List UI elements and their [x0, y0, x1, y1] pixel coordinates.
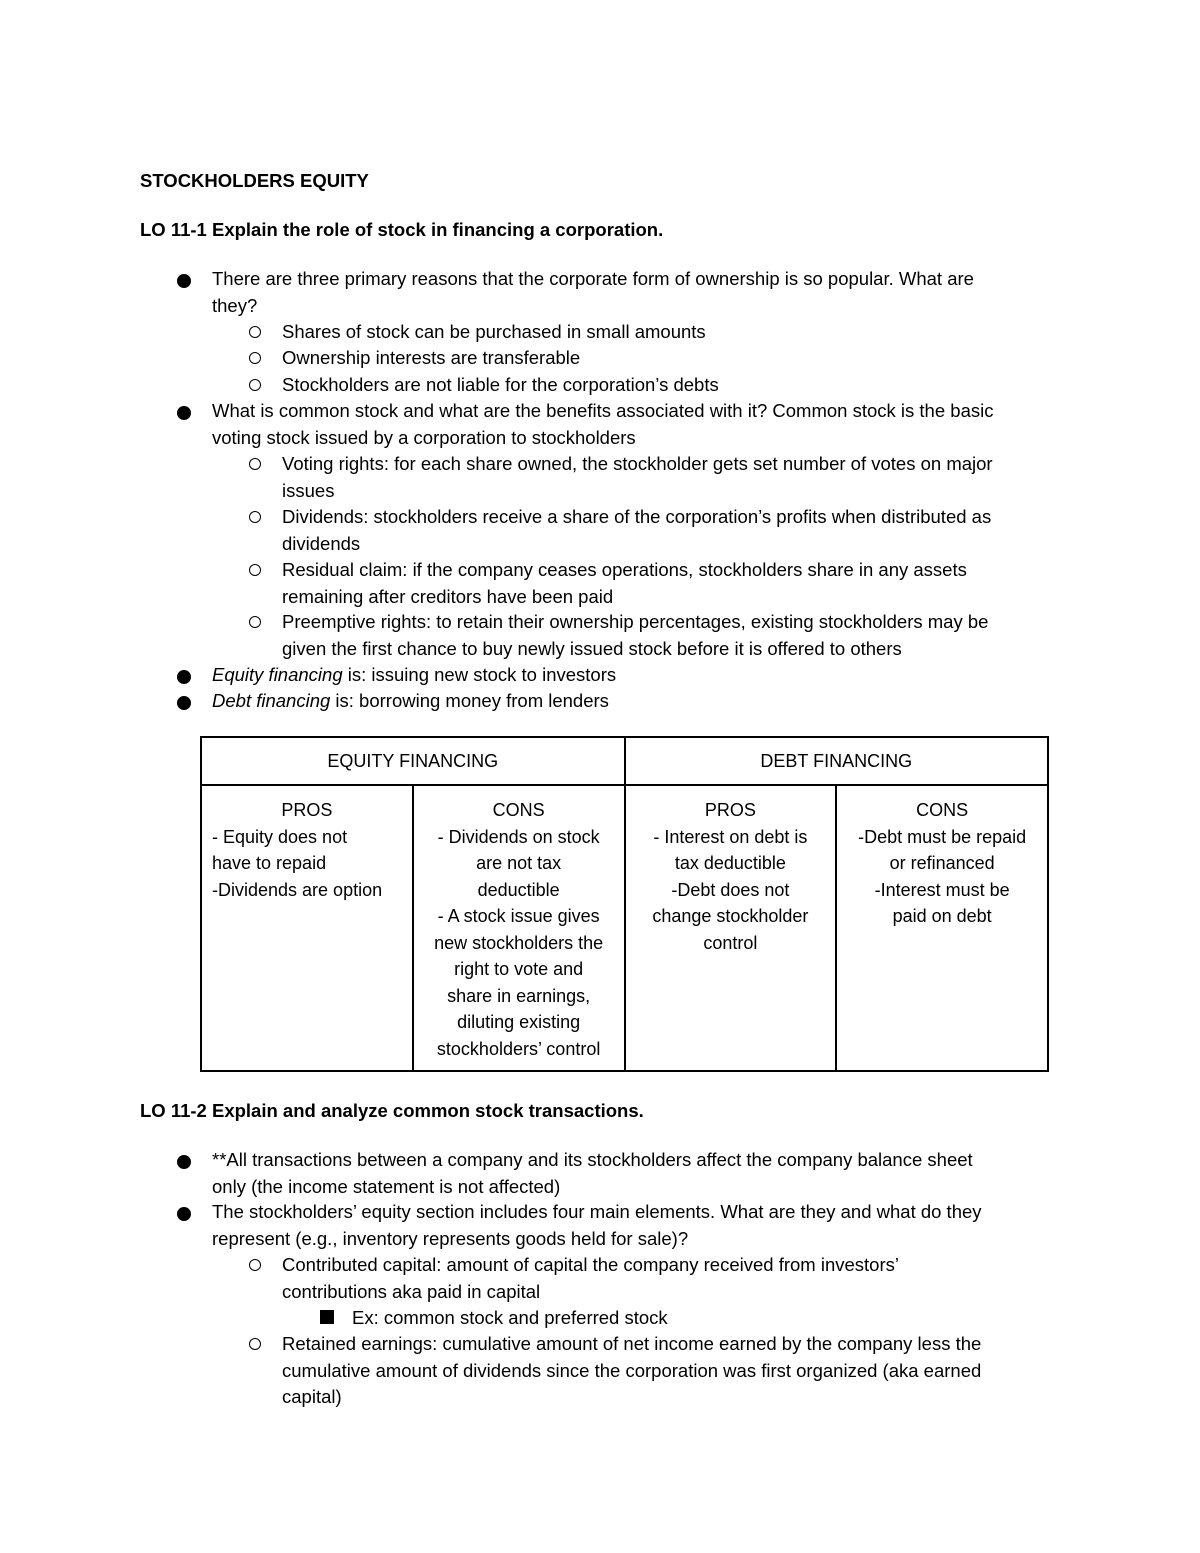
cell-line: PROS: [704, 800, 756, 820]
bullet-filled: [177, 696, 191, 710]
text-line: issues: [282, 479, 335, 501]
term-equity-financing: Equity financing: [212, 664, 343, 685]
bullet-hollow: [249, 564, 261, 576]
text-line: Retained earnings: cumulative amount of net income earned by the company less the: [282, 1333, 982, 1354]
bullet-hollow: [249, 616, 261, 628]
text-line: Dividends: stockholders receive a share of the corporation’s profits when distributed as: [282, 506, 992, 527]
text-line: cumulative amount of dividends since the corporation was first organized (aka earned: [282, 1359, 982, 1381]
retained-earnings-item: [282, 1331, 1062, 1411]
cell-line: - Equity does not: [212, 826, 348, 847]
cell-line: tax deductible: [674, 853, 786, 873]
bullet-square: [320, 1310, 334, 1324]
cell-line: stockholders’ control: [436, 1038, 601, 1059]
cell-line: control: [703, 932, 758, 953]
benefit-dividends: [282, 504, 1062, 557]
text-line: What is common stock and what are the benefits associated with it? Common stock is the basic: [212, 400, 994, 421]
cell-line: CONS: [916, 800, 969, 820]
lo-11-2-heading: LO 11-2 Explain and analyze common stock transactions.: [140, 1100, 644, 1121]
text-line: contributions aka paid in capital: [282, 1280, 541, 1302]
debt-pros-cell: [625, 785, 837, 1071]
text-line: The stockholders’ equity section includes four main elements. What are they and what do they: [212, 1201, 982, 1222]
transactions-note: [212, 1147, 1062, 1200]
cell-content: [202, 786, 412, 903]
contributed-capital-item: [282, 1252, 1062, 1305]
debt-financing-definition: [212, 688, 1062, 715]
cell-line: -Debt does not: [671, 879, 790, 900]
definition-text: is: issuing new stock to investors: [342, 664, 617, 685]
cell-content: [414, 786, 624, 1062]
bullet-filled: [177, 274, 191, 288]
cell-line: are not tax: [476, 853, 562, 873]
bullet-hollow: [249, 379, 261, 391]
text-line: only (the income statement is not affected): [212, 1175, 561, 1197]
cell-line: - Dividends on stock: [437, 826, 600, 847]
bullet-hollow: [249, 352, 261, 364]
cell-content: [626, 786, 836, 956]
contributed-capital-example: Ex: common stock and preferred stock: [352, 1307, 668, 1328]
text-line: capital): [282, 1386, 342, 1407]
debt-cons-cell: [836, 785, 1048, 1071]
cell-line: right to vote and: [454, 959, 584, 979]
bullet-hollow: [249, 326, 261, 338]
equity-pros-cell: [201, 785, 413, 1071]
reason-item: Shares of stock can be purchased in small amounts: [282, 321, 706, 342]
equity-elements-question: [212, 1199, 1062, 1252]
reason-item: Ownership interests are transferable: [282, 347, 581, 368]
text-line: Contributed capital: amount of capital the company received from investors’: [282, 1254, 899, 1275]
header-equity-financing: EQUITY FINANCING: [201, 737, 625, 785]
bullet-filled: [177, 1155, 191, 1169]
text-line: Residual claim: if the company ceases operations, stockholders share in any assets: [282, 559, 967, 580]
cell-content: [837, 786, 1047, 930]
header-debt-financing: DEBT FINANCING: [625, 737, 1049, 785]
cell-line: share in earnings,: [447, 985, 591, 1006]
cell-line: - A stock issue gives: [437, 906, 600, 926]
bullet-filled: [177, 406, 191, 420]
cell-line: CONS: [492, 800, 545, 820]
bullet-filled: [177, 670, 191, 684]
text-line: represent (e.g., inventory represents goods held for sale)?: [212, 1227, 689, 1249]
benefit-preemptive-rights: [282, 609, 1062, 662]
bullet-hollow: [249, 511, 261, 523]
q1-text: [212, 266, 1062, 319]
cell-line: -Debt must be repaid: [858, 826, 1027, 847]
lo-11-1-heading: LO 11-1 Explain the role of stock in financing a corporation.: [140, 219, 664, 240]
benefit-residual-claim: [282, 557, 1062, 610]
cell-line: - Interest on debt is: [653, 826, 808, 847]
definition-text: is: borrowing money from lenders: [330, 690, 609, 711]
text-line: given the first chance to buy newly issued stock before it is offered to others: [282, 637, 902, 659]
text-line: Voting rights: for each share owned, the stockholder gets set number of votes on major: [282, 453, 993, 474]
equity-financing-definition: [212, 662, 1062, 689]
reason-item: Stockholders are not liable for the corporation’s debts: [282, 374, 719, 395]
bullet-hollow: [249, 1338, 261, 1350]
cell-line: paid on debt: [892, 906, 992, 926]
cell-line: PROS: [281, 800, 333, 820]
bullet-filled: [177, 1207, 191, 1221]
text-line: remaining after creditors have been paid: [282, 585, 614, 607]
cell-line: -Interest must be: [874, 879, 1010, 900]
text-line: **All transactions between a company and its stockholders affect the company balance sheet: [212, 1149, 973, 1170]
text-line: voting stock issued by a corporation to stockholders: [212, 426, 636, 448]
cell-line: diluting existing: [457, 1012, 581, 1032]
cell-line: or refinanced: [889, 853, 995, 873]
q2-text: [212, 398, 1062, 451]
document-title: STOCKHOLDERS EQUITY: [140, 170, 369, 191]
bullet-hollow: [249, 1259, 261, 1271]
equity-cons-cell: [413, 785, 625, 1071]
cell-line: -Dividends are option: [212, 879, 383, 900]
cell-line: new stockholders the: [434, 932, 604, 953]
text-line: There are three primary reasons that the corporate form of ownership is so popular. What are: [212, 268, 974, 289]
cell-line: deductible: [477, 879, 560, 900]
term-debt-financing: Debt financing: [212, 690, 331, 711]
benefit-voting: [282, 451, 1062, 504]
text-line: dividends: [282, 532, 361, 554]
text-line: Preemptive rights: to retain their ownership percentages, existing stockholders may be: [282, 611, 989, 632]
financing-comparison-table: [200, 736, 1049, 1072]
cell-line: have to repaid: [212, 853, 327, 873]
bullet-hollow: [249, 458, 261, 470]
text-line: they?: [212, 294, 258, 316]
cell-line: change stockholder: [652, 906, 809, 926]
